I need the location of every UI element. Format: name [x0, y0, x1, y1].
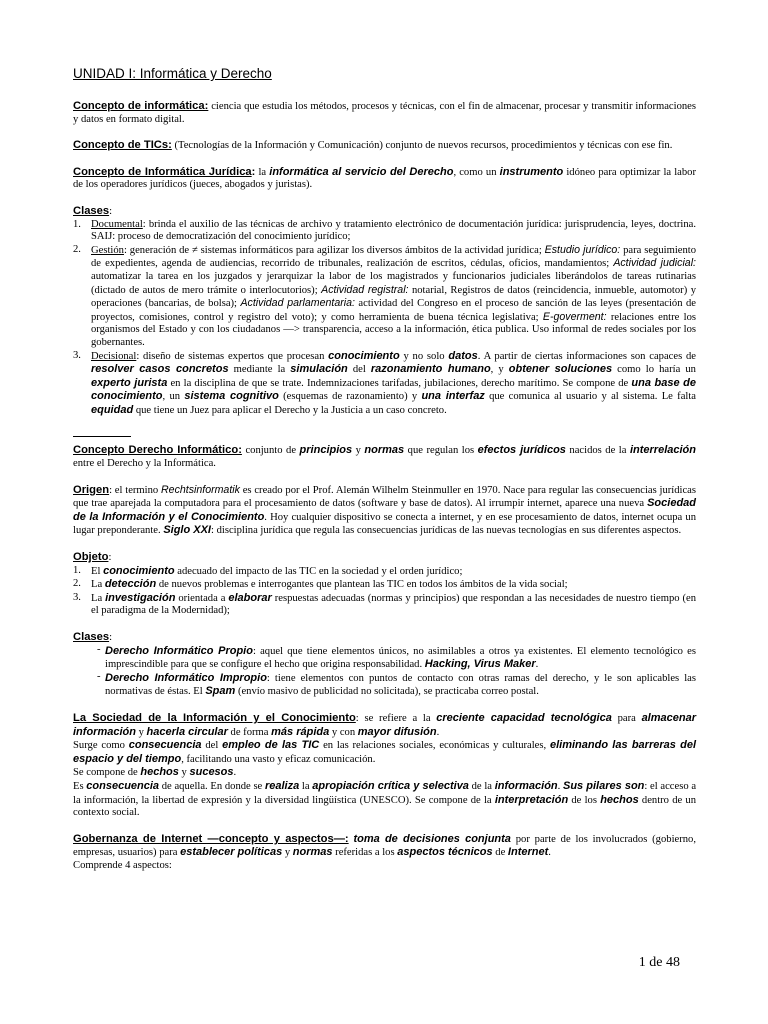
- section-gobernanza: Gobernanza de Internet —concepto y aspectos—: toma de decisiones conjunta por parte de los involucrados (gobierno, empresas, usuarios) para establecer políticas y normas referidas a los aspectos técnicos de Internet. Comprende 4 aspectos:: [73, 832, 696, 871]
- list-item: 1. El conocimiento adecuado del impacto de las TIC en la sociedad y el orden jurídico;: [73, 564, 463, 577]
- heading-objeto: Objeto: [73, 551, 109, 564]
- heading-informatica: Concepto de informática:: [73, 100, 209, 112]
- list-item: 2. Gestión: generación de ≠ sistemas informáticos para agilizar los diversos ámbitos de la actividad jurídica; Estudio jurídico: para seguimiento de expedientes, agenda de audiencias, recorrido de tribunales, realización de escritos, cédulas, oficios, mandamientos; Actividad judicial: automatizar la tarea en los juzgados y jerarquizar la labor de los magistrados y funcionarios judiciales liberándolos de tareas rutinarias (dictado de autos de mero trámite o interlocutorios); Actividad registral: notarial, Registros de datos (reincidencia, inmueble, automotor) y operaciones (bancarias, de bolsa); Actividad parlamentaria: actividad del Congreso en el proceso de sanción de las leyes (presentación de proyectos, comisiones, control y registro del voto); y como herramienta de buena técnica legislativa; E-goverment: relaciones entre los organismos del Estado y con los ciudadanos —> transparencia, acceso a la información, ética publica. Uso informal de redes sociales por los gobernantes.: [73, 243, 697, 348]
- list-item: 3. La investigación orientada a elaborar respuestas adecuadas (normas y principios) que respondan a las necesidades de nuestro tiempo (en el paradigma de la Modernidad);: [73, 591, 697, 617]
- paragraph-origen: Origen: el termino Rechtsinformatik es creado por el Prof. Alemán Wilhelm Steinmuller en 1970. Nace para regular las consecuencias jurídicas que trae aparejada la computadora para el procesamiento de datos (software y base de datos). Al irrumpir internet, aparece una nueva Sociedad de la Información y el Conocimiento. Hoy cualquier dispositivo se conecta a internet, y en ese procesamiento de datos, internet ocupa un lugar preponderante. Siglo XXI: disciplina jurídica que regula las consecuencias jurídicas de las nuevas tecnologías en sus diferentes aspectos.: [73, 483, 697, 537]
- list-item: - Derecho Informático Propio: aquel que tiene elementos únicos, no asimilables a otros ya existentes. El elemento tecnológico es imprescindible para que se configure el hecho que origina responsabilidad. Hacking, Virus Maker.: [97, 643, 696, 671]
- list-item: 1. Documental: brinda el auxilio de las técnicas de archivo y tratamiento electrónico de documentación jurídica: jurisprudencia, leyes, doctrina. SAIJ: proceso de democratización del conocimiento jurídico;: [73, 218, 696, 243]
- section-clases-informatica: Clases: 1. Documental: brinda el auxilio de las técnicas de archivo y tratamiento electrónico de documentación jurídica: jurisprudencia, leyes, doctrina. SAIJ: proceso de democratización del conocimiento jurídico; 2. Gestión: generación de ≠ sistemas informáticos para agilizar los diversos ámbitos de la actividad jurídica; Estudio jurídico: para seguimiento de expedientes, agenda de audiencias, recorrido de tribunales, realización de escritos, cédulas, oficios, mandamientos; Actividad judicial: automatizar la tarea en los juzgados y jerarquizar la labor de los magistrados y funcionarios judiciales liberándolos de tareas rutinarias (dictado de autos de mero trámite o interlocutorios); Actividad registral: notarial, Registros de datos (reincidencia, inmueble, automotor) y operaciones (bancarias, de bolsa); Actividad parlamentaria: actividad del Congreso en el proceso de sanción de las leyes (presentación de proyectos, comisiones, control y registro del voto); y como herramienta de buena técnica legislativa; E-goverment: relaciones entre los organismos del Estado y con los ciudadanos —> transparencia, acceso a la información, ética publica. Uso informal de redes sociales por los gobernantes. 3. Decisional: diseño de sistemas expertos que procesan conocimiento y no solo datos. A partir de ciertas informaciones son capaces de resolver casos concretos mediante la simulación del razonamiento humano, y obtener soluciones como lo haría un experto jurista en la disciplina de que se trate. Indemnizaciones tarifadas, jubilaciones, derecho marítimo. Se compone de una base de conocimiento, un sistema cognitivo (esquemas de razonamiento) y una interfaz que comunica al usuario y al sistema. Le falta equidad que tiene un Juez para aplicar el Derecho y la Justicia a un caso concreto.: [73, 204, 697, 416]
- page-number: 1 de 48: [638, 955, 680, 970]
- document-page: [73, 66, 696, 873]
- heading-tics: Concepto de TICs:: [73, 139, 172, 152]
- list-item: 2. La detección de nuevos problemas e interrogantes que plantean las TIC en todos los ámbitos de la vida social;: [73, 578, 568, 591]
- list-item: 3. Decisional: diseño de sistemas expertos que procesan conocimiento y no solo datos. A partir de ciertas informaciones son capaces de resolver casos concretos mediante la simulación del razonamiento humano, y obtener soluciones como lo haría un experto jurista en la disciplina de que se trate. Indemnizaciones tarifadas, jubilaciones, derecho marítimo. Se compone de una base de conocimiento, un sistema cognitivo (esquemas de razonamiento) y una interfaz que comunica al usuario y al sistema. Le falta equidad que tiene un Juez para aplicar el Derecho y la Justicia a un caso concreto.: [73, 349, 696, 416]
- section-clases-derecho: Clases: - Derecho Informático Propio: aquel que tiene elementos únicos, no asimilables a otros ya existentes. El elemento tecnológico es imprescindible para que se configure el hecho que origina responsabilidad. Hacking, Virus Maker. - Derecho Informático Impropio: tiene elementos con puntos de contacto con otras ramas del derecho, y le son aplicables las normativas de éstas. El Spam (envío masivo de publicidad no solicitada), se practicaba correo postal.: [73, 631, 696, 698]
- heading-origen: Origen: [73, 483, 110, 496]
- heading-clases: Clases: [73, 204, 110, 217]
- heading-gobernanza: Gobernanza de Internet —concepto y aspectos—:: [73, 832, 349, 845]
- paragraph-tics: Concepto de TICs: (Tecnologías de la Información y Comunicación) conjunto de nuevos recursos, procedimientos y técnicas con ese fin.: [73, 139, 673, 152]
- page-title: UNIDAD I: Informática y Derecho: [73, 66, 272, 81]
- heading-sociedad: La Sociedad de la Información y el Conocimiento: [73, 711, 356, 724]
- paragraph-informatica-juridica: Concepto de Informática Jurídica: la informática al servicio del Derecho, como un instrumento idóneo para optimizar la labor de los operadores jurídicos (jueces, abogados y juristas).: [73, 165, 697, 191]
- list-item: - Derecho Informático Impropio: tiene elementos con puntos de contacto con otras ramas del derecho, y le son aplicables las normativas de éstas. El Spam (envío masivo de publicidad no solicitada), se practicaba correo postal.: [97, 670, 696, 698]
- section-objeto: Objeto: 1. El conocimiento adecuado del impacto de las TIC en la sociedad y el orden jurídico; 2. La detección de nuevos problemas e interrogantes que plantean las TIC en todos los ámbitos de la vida social; 3. La investigación orientada a elaborar respuestas adecuadas (normas y principios) que respondan a las necesidades de nuestro tiempo (en el paradigma de la Modernidad);: [73, 551, 697, 617]
- paragraph-informatica: Concepto de informática: ciencia que estudia los métodos, procesos y técnicas, con el fin de almacenar, procesar y transmitir informaciones y datos en formato digital.: [73, 100, 696, 125]
- heading-derecho-informatico: Concepto Derecho Informático:: [73, 444, 242, 457]
- section-sociedad: La Sociedad de la Información y el Conocimiento: se refiere a la creciente capacidad tecnológica para almacenar información y hacerla circular de forma más rápida y con mayor difusión. Surge como consecuencia del empleo de las TIC en las relaciones sociales, económicas y culturales, eliminando las barreras del espacio y del tiempo, facilitando una vasto y eficaz comunicación. Se compone de hechos y sucesos. Es consecuencia de aquella. En donde se realiza la apropiación crítica y selectiva de la información. Sus pilares son: el acceso a la información, la libertad de expresión y la diversidad lingüística (UNESCO). Se compone de la interpretación de los hechos dentro de un contexto social.: [73, 711, 697, 819]
- divider: [73, 436, 131, 437]
- heading-clases: Clases: [73, 631, 110, 643]
- heading-informatica-juridica: Concepto de Informática Jurídica: [73, 165, 252, 178]
- paragraph-derecho-informatico: Concepto Derecho Informático: conjunto de principios y normas que regulan los efectos jurídicos nacidos de la interrelación entre el Derecho y la Informática.: [73, 444, 696, 470]
